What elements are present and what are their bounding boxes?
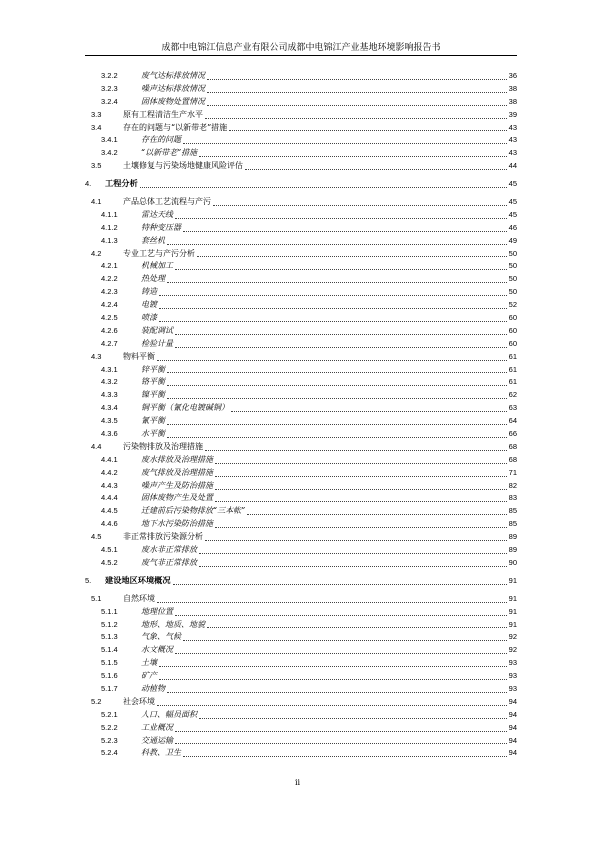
toc-entry[interactable] [85,467,517,480]
toc-entry[interactable] [85,222,517,235]
dot-leader [205,118,507,119]
toc-entry-title: 污染物排放及治理措施 [123,441,203,451]
toc-entry-number: 5.1.5 [101,658,118,668]
toc-entry[interactable] [85,196,517,209]
toc-entry-title: 废气达标排放情况 [141,70,205,80]
toc-entry[interactable] [85,657,517,670]
toc-entry[interactable] [85,670,517,683]
toc-entry-number: 4.2.6 [101,325,118,335]
toc-entry-number: 4.1.1 [101,209,118,219]
toc-entry[interactable] [85,518,517,531]
toc-entry-page: 91 [508,593,517,603]
toc-entry[interactable] [85,480,517,493]
toc-entry-number: 5.2.3 [101,735,118,745]
toc-entry-title: 套丝机 [141,235,165,245]
dot-leader [247,514,506,515]
toc-entry-title: 专业工艺与产污分析 [123,248,195,258]
toc-entry[interactable] [85,147,517,160]
toc-entry-title: 水文概况 [141,645,173,655]
toc-entry-title: 地形、地质、地貌 [141,619,205,629]
toc-entry-number: 4.3.2 [101,377,118,387]
toc-entry-number: 4.4.1 [101,454,118,464]
toc-entry-title: 废气非正常排放 [141,557,197,567]
toc-entry-page: 85 [508,506,517,516]
toc-entry-title: 动植物 [141,683,165,693]
toc-entry-number: 3.4.1 [101,135,118,145]
toc-entry-page: 93 [508,671,517,681]
dot-leader [167,437,507,438]
toc-entry[interactable] [85,505,517,518]
toc-entry-page: 66 [508,429,517,439]
toc-entry[interactable] [85,96,517,109]
toc-entry-title: 原有工程清洁生产水平 [123,109,203,119]
toc-entry-title: 社会环境 [123,696,155,706]
toc-entry-title: 镍平衡 [141,390,165,400]
toc-entry-page: 68 [508,441,517,451]
toc-entry[interactable] [85,286,517,299]
toc-entry[interactable] [85,557,517,570]
toc-entry[interactable] [85,428,517,441]
toc-entry[interactable] [85,325,517,338]
toc-entry-title: 锌平衡 [141,364,165,374]
running-header: 成都中电锦江信息产业有限公司成都中电锦江产业基地环境影响报告书 [161,43,441,53]
toc-entry-page: 63 [508,403,517,413]
toc-entry-number: 4. [85,179,92,189]
dot-leader [215,527,507,528]
toc-entry-page: 61 [508,377,517,387]
dot-leader [175,347,507,348]
toc-entry-title: 工业概况 [141,722,173,732]
toc-entry-page: 71 [508,467,517,477]
toc-entry-title: 气象、气候 [141,632,181,642]
toc-entry-number: 3.4 [91,122,102,132]
toc-entry-page: 93 [508,658,517,668]
toc-entry[interactable] [85,70,517,83]
toc-entry[interactable] [85,644,517,657]
toc-entry-number: 4.3.3 [101,390,118,400]
toc-entry-title: 废水非正常排放 [141,545,197,555]
dot-leader [215,476,507,477]
toc-entry-page: 92 [508,632,517,642]
toc-entry-page: 38 [508,83,517,93]
toc-entry-title: 噪声达标排放情况 [141,83,205,93]
toc-entry-page: 83 [508,493,517,503]
toc-entry-number: 3.4.2 [101,148,118,158]
toc-entry-page: 38 [508,96,517,106]
toc-entry[interactable] [85,299,517,312]
toc-entry-page: 50 [508,287,517,297]
toc-entry-title: 铬平衡 [141,377,165,387]
toc-entry-page: 50 [508,274,517,284]
toc-entry-number: 4.3.4 [101,403,118,413]
toc-entry-page: 93 [508,683,517,693]
toc-entry-number: 5.1.1 [101,606,118,616]
toc-entry-title: “以新带老”措施 [141,148,198,158]
toc-entry-number: 3.2.3 [101,83,118,93]
toc-entry-title: 检验计量 [141,338,173,348]
toc-entry[interactable] [85,619,517,632]
dot-leader [207,105,507,106]
toc-entry-number: 4.2.1 [101,261,118,271]
toc-entry-page: 52 [508,300,517,310]
toc-entry-number: 4.5 [91,532,102,542]
toc-entry-title: 固体废物产生及处置 [141,493,213,503]
table-of-contents [85,70,517,760]
toc-entry-title: 铜平衡（氰化电镀碱铜） [141,403,229,413]
toc-entry-page: 45 [508,197,517,206]
toc-entry[interactable] [85,544,517,557]
toc-entry-number: 4.4.2 [101,467,118,477]
toc-entry-page: 45 [508,209,517,219]
toc-entry-title: 土壤 [141,658,157,668]
toc-entry[interactable] [85,531,517,544]
toc-entry[interactable] [85,273,517,286]
toc-entry-title: 产品总体工艺流程与产污 [123,197,211,206]
toc-entry-page: 90 [508,557,517,567]
toc-entry-title: 存在的问题与“以新带老”措施 [123,122,228,132]
dot-leader [175,334,507,335]
toc-entry-title: 废水排放及治理措施 [141,454,213,464]
toc-entry-number: 5.1.4 [101,645,118,655]
toc-entry-page: 89 [508,545,517,555]
toc-entry-page: 60 [508,338,517,348]
toc-entry-number: 4.2.7 [101,338,118,348]
toc-entry-number: 4.4.4 [101,493,118,503]
dot-leader [231,411,507,412]
toc-entry[interactable] [85,493,517,506]
toc-entry-number: 4.2 [91,248,102,258]
toc-entry-title: 废气排放及治理措施 [141,467,213,477]
dot-leader [173,584,507,585]
toc-entry-page: 39 [508,109,517,119]
toc-entry-number: 4.3.1 [101,364,118,374]
dot-leader [167,398,507,399]
dot-leader [183,640,507,641]
toc-entry-number: 5.1.7 [101,683,118,693]
toc-entry-number: 5.2.1 [101,709,118,719]
dot-leader [140,187,507,188]
toc-entry-page: 94 [508,709,517,719]
toc-entry[interactable] [85,178,517,191]
dot-leader [245,169,507,170]
dot-leader [205,450,507,451]
toc-entry[interactable] [85,376,517,389]
toc-entry-title: 存在的问题 [141,135,181,145]
toc-entry-number: 4.3.5 [101,416,118,426]
toc-entry-page: 91 [508,619,517,629]
toc-entry-number: 3.5 [91,161,102,171]
toc-entry-title: 电镀 [141,300,157,310]
toc-entry-page: 50 [508,248,517,258]
dot-leader [175,218,507,219]
toc-entry-page: 46 [508,222,517,232]
toc-entry-title: 装配调试 [141,325,173,335]
toc-entry-number: 5.1.2 [101,619,118,629]
toc-entry-number: 5.2.4 [101,748,118,758]
dot-leader [199,553,507,554]
toc-entry[interactable] [85,248,517,261]
toc-entry[interactable] [85,606,517,619]
dot-leader [167,372,507,373]
toc-entry-page: 60 [508,325,517,335]
toc-entry-number: 4.1.3 [101,235,118,245]
dot-leader [207,627,507,628]
toc-entry-title: 地理位置 [141,606,173,616]
toc-entry[interactable] [85,696,517,709]
dot-leader [215,463,507,464]
toc-entry-page: 62 [508,390,517,400]
toc-entry-number: 4.3 [91,351,102,361]
toc-entry[interactable] [85,631,517,644]
toc-entry-page: 94 [508,722,517,732]
toc-entry-title: 交通运输 [141,735,173,745]
toc-entry-title: 铸造 [141,287,157,297]
dot-leader [199,718,507,719]
toc-entry-title: 特种变压器 [141,222,181,232]
toc-entry-page: 94 [508,735,517,745]
toc-entry[interactable] [85,338,517,351]
dot-leader [175,743,507,744]
toc-entry-page: 89 [508,532,517,542]
toc-entry[interactable] [85,260,517,273]
dot-leader [157,705,507,706]
toc-entry[interactable] [85,441,517,454]
dot-leader [205,540,507,541]
toc-entry[interactable] [85,351,517,364]
dot-leader [175,615,507,616]
toc-entry-number: 4.2.2 [101,274,118,284]
toc-entry-title: 矿产 [141,671,157,681]
dot-leader [167,424,507,425]
dot-leader [215,501,507,502]
toc-entry-title: 人口、幅员面积 [141,709,197,719]
dot-leader [167,385,507,386]
dot-leader [183,143,507,144]
toc-entry-title: 地下水污染防治措施 [141,519,213,529]
toc-entry-title: 氰平衡 [141,416,165,426]
toc-entry[interactable] [85,160,517,173]
toc-entry-page: 50 [508,261,517,271]
toc-entry-title: 喷漆 [141,313,157,323]
toc-entry[interactable] [85,735,517,748]
dot-leader [157,602,507,603]
dot-leader [183,756,507,757]
toc-entry-number: 4.2.3 [101,287,118,297]
toc-entry-number: 4.2.4 [101,300,118,310]
toc-entry-number: 4.1 [91,197,102,206]
toc-entry[interactable] [85,747,517,760]
toc-entry[interactable] [85,402,517,415]
toc-entry-page: 82 [508,480,517,490]
toc-entry[interactable] [85,709,517,722]
dot-leader [159,295,507,296]
dot-leader [197,256,507,257]
toc-entry-page: 43 [508,135,517,145]
toc-entry-page: 92 [508,645,517,655]
toc-entry-number: 4.4.3 [101,480,118,490]
toc-entry-title: 迁建前后污染物排放“三本帐” [141,506,246,516]
toc-entry-number: 4.5.2 [101,557,118,567]
toc-entry[interactable] [85,722,517,735]
toc-entry-title: 土壤修复与污染场地健康风险评估 [123,161,243,171]
toc-entry[interactable] [85,235,517,248]
dot-leader [157,360,507,361]
toc-entry-page: 61 [508,351,517,361]
header-divider [85,55,517,56]
toc-entry-number: 5.1.3 [101,632,118,642]
dot-leader [167,282,507,283]
toc-entry-number: 5. [85,575,92,585]
toc-entry-title: 工程分析 [105,179,138,189]
toc-entry[interactable] [85,134,517,147]
toc-entry-title: 热处理 [141,274,165,284]
dot-leader [175,653,507,654]
toc-entry[interactable] [85,83,517,96]
toc-entry-page: 91 [508,575,517,585]
dot-leader [167,244,507,245]
toc-entry[interactable] [85,312,517,325]
dot-leader [213,205,507,206]
toc-entry-number: 4.4 [91,441,102,451]
toc-entry-number: 5.2 [91,696,102,706]
toc-entry-title: 自然环境 [123,593,155,603]
dot-leader [167,692,507,693]
toc-entry-number: 4.2.5 [101,313,118,323]
dot-leader [159,308,507,309]
toc-entry-number: 3.2.2 [101,70,118,80]
page-number: ii [294,778,301,787]
toc-entry[interactable] [85,109,517,122]
toc-entry[interactable] [85,575,517,588]
toc-entry-title: 科教、卫生 [141,748,181,758]
toc-entry-page: 68 [508,454,517,464]
toc-entry-title: 机械加工 [141,261,173,271]
dot-leader [215,489,507,490]
toc-entry[interactable] [85,683,517,696]
toc-entry-page: 94 [508,696,517,706]
toc-entry-number: 4.3.6 [101,429,118,439]
toc-entry-page: 60 [508,313,517,323]
dot-leader [207,92,507,93]
toc-entry-number: 5.1.6 [101,671,118,681]
dot-leader [159,321,507,322]
toc-entry[interactable] [85,209,517,222]
toc-entry-title: 水平衡 [141,429,165,439]
toc-entry-page: 94 [508,748,517,758]
toc-entry-page: 44 [508,161,517,171]
toc-entry-number: 5.1 [91,593,102,603]
dot-leader [199,156,506,157]
toc-entry-title: 建设地区环境概况 [105,575,171,585]
toc-entry-page: 91 [508,606,517,616]
dot-leader [175,269,507,270]
toc-entry[interactable] [85,593,517,606]
toc-entry[interactable] [85,364,517,377]
dot-leader [207,79,507,80]
toc-entry-title: 非正常排放污染源分析 [123,532,203,542]
toc-entry-title: 雷达天线 [141,209,173,219]
toc-entry[interactable] [85,122,517,135]
toc-entry-page: 36 [508,70,517,80]
toc-entry-page: 43 [508,148,517,158]
dot-leader [159,666,507,667]
toc-entry-number: 3.2.4 [101,96,118,106]
toc-entry-page: 64 [508,416,517,426]
dot-leader [159,679,507,680]
toc-entry[interactable] [85,454,517,467]
toc-entry-page: 43 [508,122,517,132]
dot-leader [183,231,507,232]
toc-entry-number: 4.4.5 [101,506,118,516]
dot-leader [229,130,506,131]
toc-entry-page: 61 [508,364,517,374]
toc-entry-title: 物料平衡 [123,351,155,361]
toc-entry-title: 噪声产生及防治措施 [141,480,213,490]
toc-entry-number: 4.1.2 [101,222,118,232]
toc-entry-number: 5.2.2 [101,722,118,732]
toc-entry[interactable] [85,415,517,428]
toc-entry-page: 45 [508,179,517,189]
toc-entry-number: 4.5.1 [101,545,118,555]
toc-entry-page: 49 [508,235,517,245]
toc-entry-page: 85 [508,519,517,529]
toc-entry[interactable] [85,389,517,402]
dot-leader [199,566,507,567]
toc-entry-number: 3.3 [91,109,102,119]
dot-leader [175,731,507,732]
toc-entry-title: 固体废物处置情况 [141,96,205,106]
toc-entry-number: 4.4.6 [101,519,118,529]
